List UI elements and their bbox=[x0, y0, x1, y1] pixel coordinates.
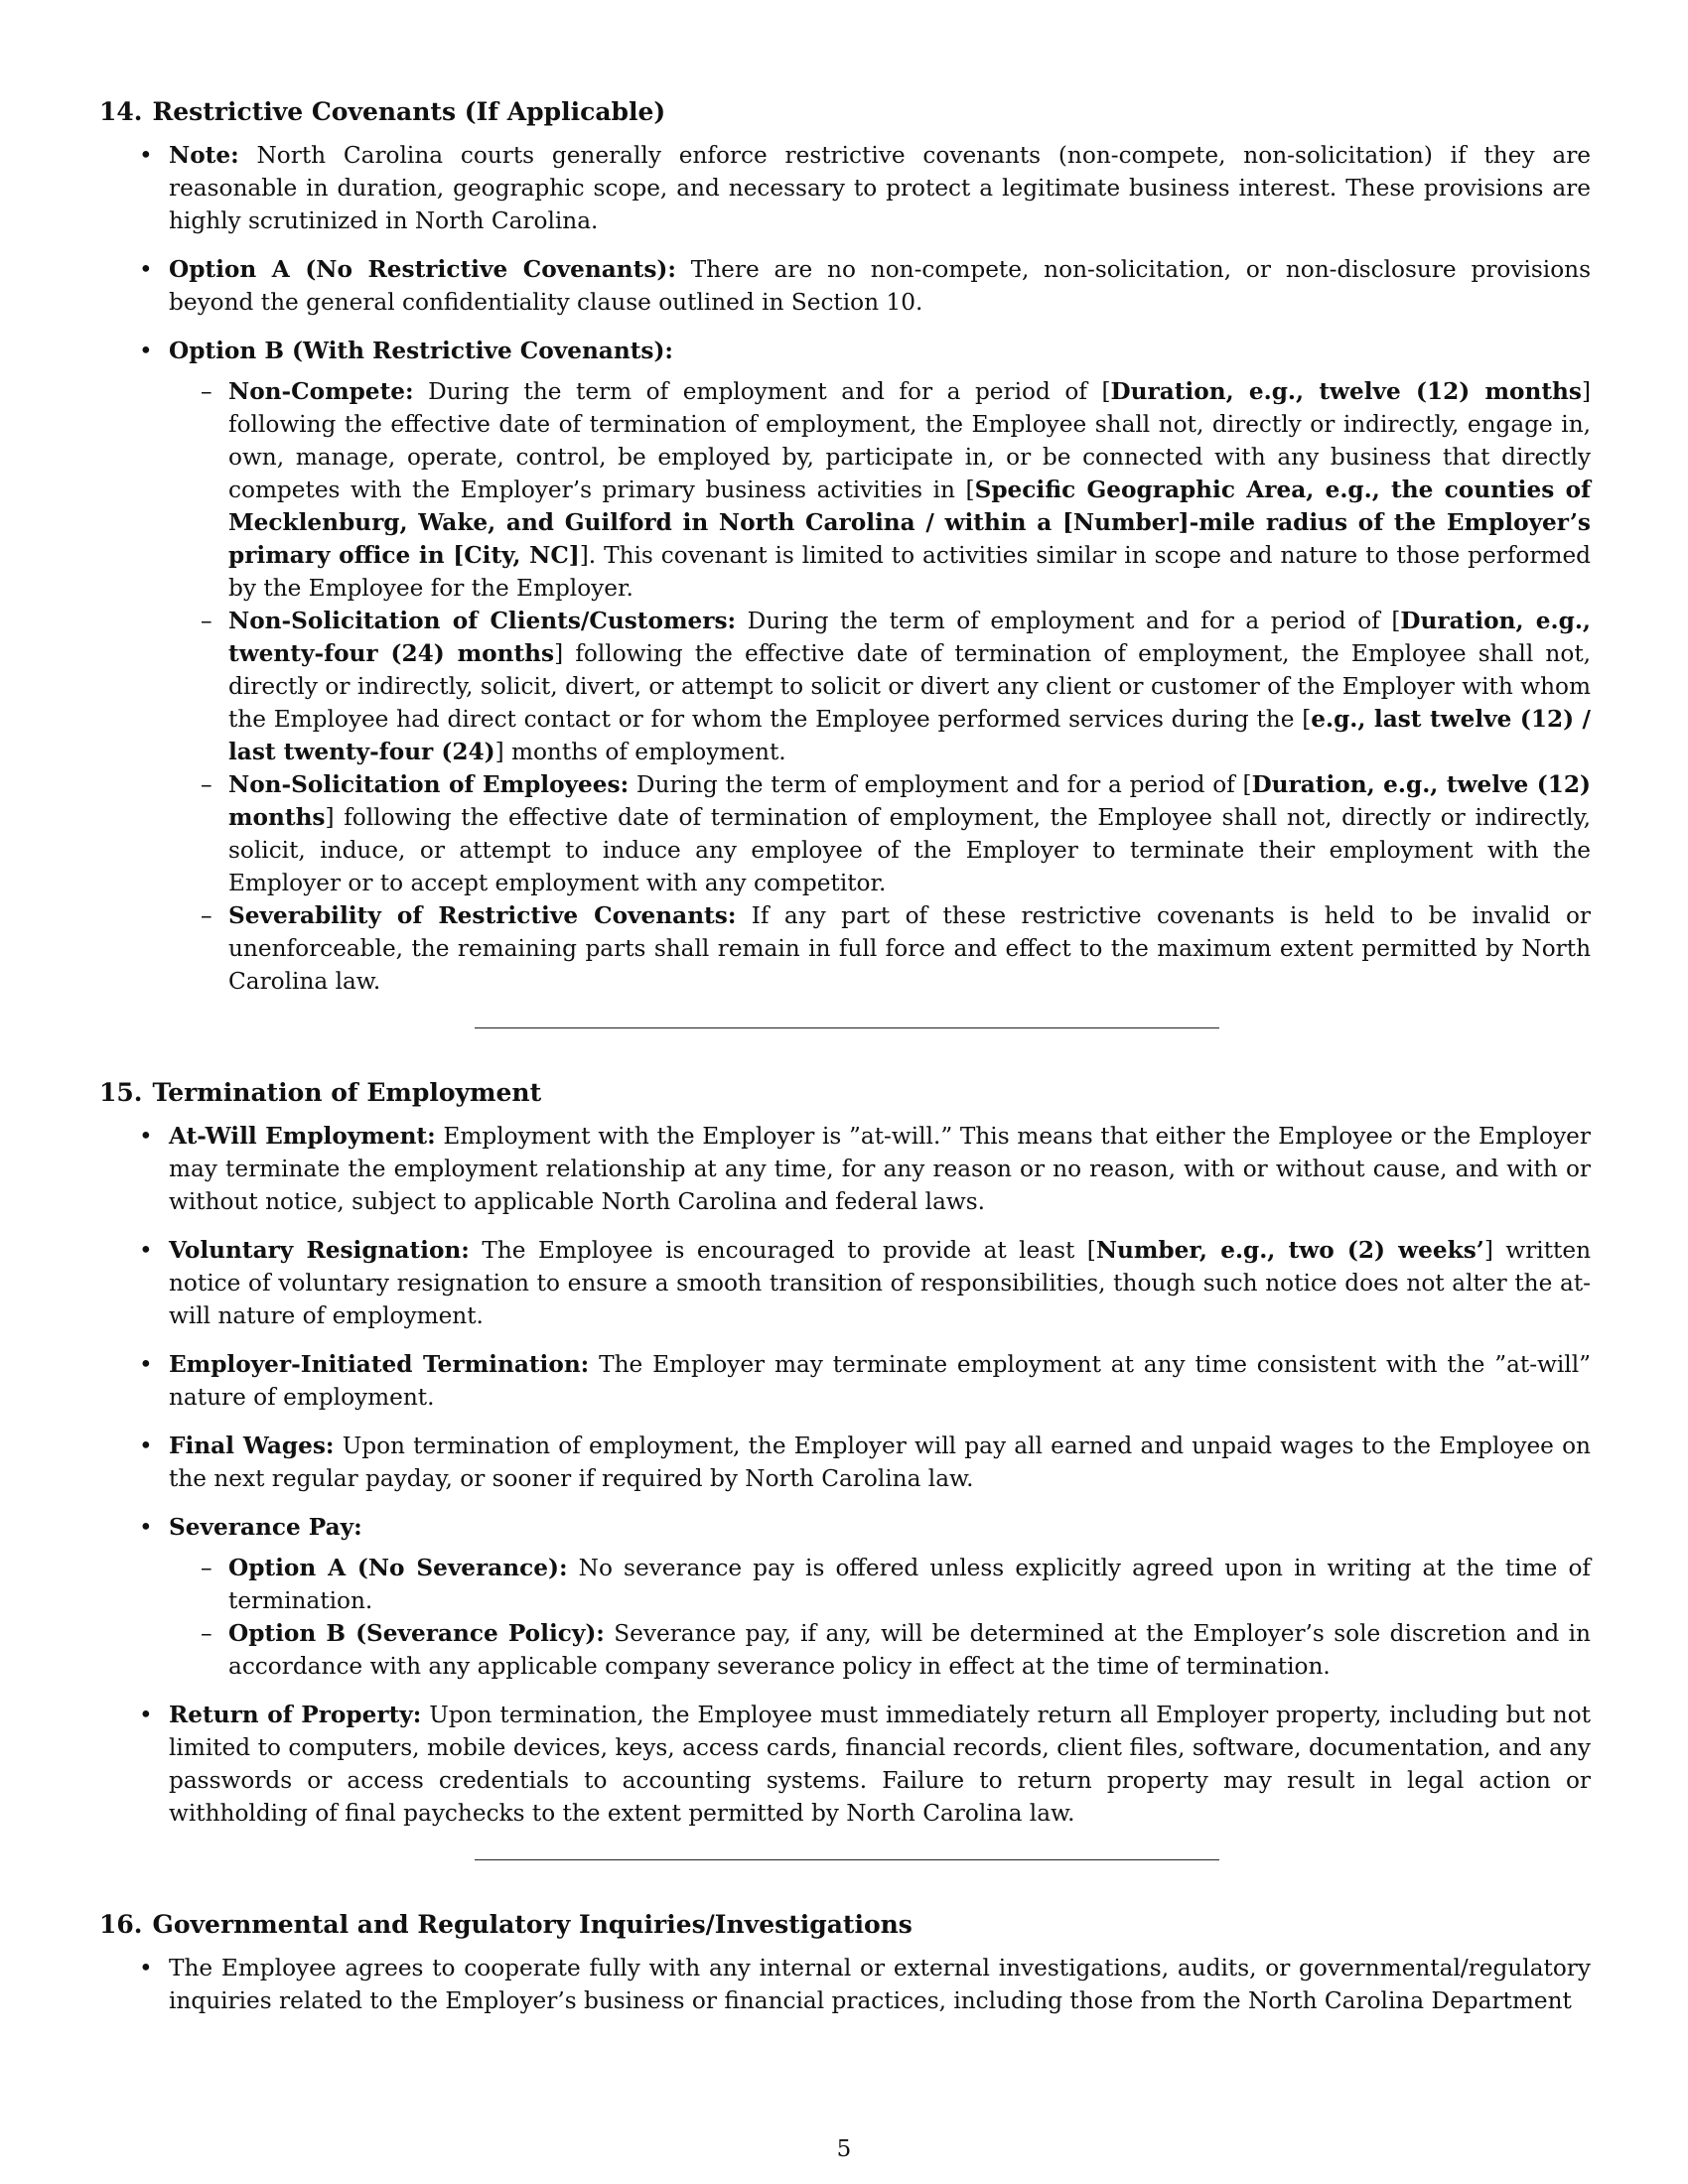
employer-termination-item: • Employer-Initiated Termination: The Employer may terminate employment at any time consistent with the ”at-will” nature of employment. bbox=[99, 1348, 1591, 1414]
severance-sublist bbox=[169, 1552, 1591, 1683]
section-15 bbox=[99, 1076, 1591, 1830]
section-16-heading: 16. Governmental and Regulatory Inquiries/Investigations bbox=[99, 1910, 913, 1939]
section-16-list bbox=[99, 1952, 1591, 2017]
severability-item: – Severability of Restrictive Covenants: If any part of these restrictive covenants is held to be invalid or unenforceable, the remaining parts shall remain in full force and effect to the maximum extent permitted by North Carolina law. bbox=[169, 899, 1591, 998]
section-14 bbox=[99, 95, 1591, 998]
section-15-heading: 15. Termination of Employment bbox=[99, 1078, 542, 1107]
severance-pay-item: • Severance Pay: – Option A (No Severance): No severance pay is offered unless explicitly agreed upon in writing at the time of termination. – Option B (Severance Policy): Severance pay, if any, will be determined at the Employer’s sole discretion and in accordance with any applicable company severance policy in effect at the time of termination. bbox=[99, 1511, 1591, 1683]
option-b-sublist bbox=[169, 375, 1591, 998]
non-solicitation-clients-item: – Non-Solicitation of Clients/Customers: During the term of employment and for a period of [Duration, e.g., twenty-four (24) months] following the effective date of termination of employment, the Employee shall not, directly or indirectly, solicit, divert, or attempt to solicit or divert any client or customer of the Employer with whom the Employee had direct contact or for whom the Employee performed services during the [e.g., last twelve (12) / last twenty-four (24)] months of employment. bbox=[169, 605, 1591, 768]
final-wages-item: • Final Wages: Upon termination of employment, the Employer will pay all earned and unpaid wages to the Employee on the next regular payday, or sooner if required by North Carolina law. bbox=[99, 1430, 1591, 1495]
page-number: 5 bbox=[836, 2136, 852, 2162]
return-of-property-item: • Return of Property: Upon termination, the Employee must immediately return all Employer property, including but not limited to computers, mobile devices, keys, access cards, financial records, client files, software, documentation, and any passwords or access credentials to accounting systems. Failure to return property may result in legal action or withholding of final paychecks to the extent permitted by North Carolina law. bbox=[99, 1699, 1591, 1830]
severance-option-a-item: – Option A (No Severance): No severance pay is offered unless explicitly agreed upon in writing at the time of termination. bbox=[169, 1552, 1591, 1617]
section-divider bbox=[475, 1027, 1219, 1028]
section-16 bbox=[99, 1908, 1591, 2017]
note-item: • Note: North Carolina courts generally enforce restrictive covenants (non-compete, non-solicitation) if they are reasonable in duration, geographic scope, and necessary to protect a legitimate business interest. These provisions are highly scrutinized in North Carolina. bbox=[99, 139, 1591, 237]
at-will-item: • At-Will Employment: Employment with the Employer is ”at-will.” This means that either the Employee or the Employer may terminate the employment relationship at any time, for any reason or no reason, with or without cause, and with or without notice, subject to applicable North Carolina and federal laws. bbox=[99, 1120, 1591, 1218]
cooperation-item: • The Employee agrees to cooperate fully with any internal or external investigations, audits, or governmental/regulatory inquiries related to the Employer’s business or financial practices, including those from the North Carolina Department bbox=[99, 1952, 1591, 2017]
option-b-item: • Option B (With Restrictive Covenants): – Non-Compete: During the term of employment and for a period of [Duration, e.g., twelve (12) months] following the effective date of termination of employment, the Employee shall not, directly or indirectly, engage in, own, manage, operate, control, be employed by, participate in, or be connected with any business that directly competes with the Employer’s primary business activities in [Specific Geographic Area, e.g., the counties of Mecklenburg, Wake, and Guilford in North Carolina / within a [Number]-mile radius of the Employer’s primary office in [City, NC]]. This covenant is limited to activities similar in scope and nature to those performed by the Employee for the Employer. – Non-Solicitation of Clients/Customers: During the term of employment and for a period of [Duration, e.g., twenty-four (24) months] following the effective date of termination of employment, the Employee shall not, directly or indirectly, solicit, divert, or attempt to solicit or divert any client or customer of the Employer with whom the Employee had direct contact or for whom the Employee performed services during the [e.g., last twelve (12) / last twenty-four (24)] months of employment. – Non-Solicitation of Employees: During the term of employment and for a period of [Duration, e.g., twelve (12) months] following the effective date of termination of employment, the Employee shall not, directly or indirectly, solicit, induce, or attempt to induce any employee of the Employer to terminate their employment with the Employer or to accept employment with any competitor. – Severability of Restrictive Covenants: If any part of these restrictive covenants is held to be invalid or unenforceable, the remaining parts shall remain in full force and effect to the maximum extent permitted by North Carolina law. bbox=[99, 335, 1591, 998]
non-compete-item: – Non-Compete: During the term of employment and for a period of [Duration, e.g., twelve (12) months] following the effective date of termination of employment, the Employee shall not, directly or indirectly, engage in, own, manage, operate, control, be employed by, participate in, or be connected with any business that directly competes with the Employer’s primary business activities in [Specific Geographic Area, e.g., the counties of Mecklenburg, Wake, and Guilford in North Carolina / within a [Number]-mile radius of the Employer’s primary office in [City, NC]]. This covenant is limited to activities similar in scope and nature to those performed by the Employee for the Employer. bbox=[169, 375, 1591, 605]
section-divider bbox=[475, 1859, 1219, 1860]
severance-option-b-item: – Option B (Severance Policy): Severance pay, if any, will be determined at the Employer’s sole discretion and in accordance with any applicable company severance policy in effect at the time of termination. bbox=[169, 1617, 1591, 1683]
voluntary-resignation-item: • Voluntary Resignation: The Employee is encouraged to provide at least [Number, e.g., two (2) weeks’] written notice of voluntary resignation to ensure a smooth transition of responsibilities, though such notice does not alter the at-will nature of employment. bbox=[99, 1234, 1591, 1332]
section-14-heading: 14. Restrictive Covenants (If Applicable) bbox=[99, 97, 666, 126]
section-15-list bbox=[99, 1120, 1591, 1830]
section-14-list bbox=[99, 139, 1591, 998]
option-a-item: • Option A (No Restrictive Covenants): There are no non-compete, non-solicitation, or non-disclosure provisions beyond the general confidentiality clause outlined in Section 10. bbox=[99, 253, 1591, 319]
document-page bbox=[99, 95, 1591, 2033]
non-solicitation-employees-item: – Non-Solicitation of Employees: During the term of employment and for a period of [Duration, e.g., twelve (12) months] following the effective date of termination of employment, the Employee shall not, directly or indirectly, solicit, induce, or attempt to induce any employee of the Employer to terminate their employment with the Employer or to accept employment with any competitor. bbox=[169, 768, 1591, 899]
